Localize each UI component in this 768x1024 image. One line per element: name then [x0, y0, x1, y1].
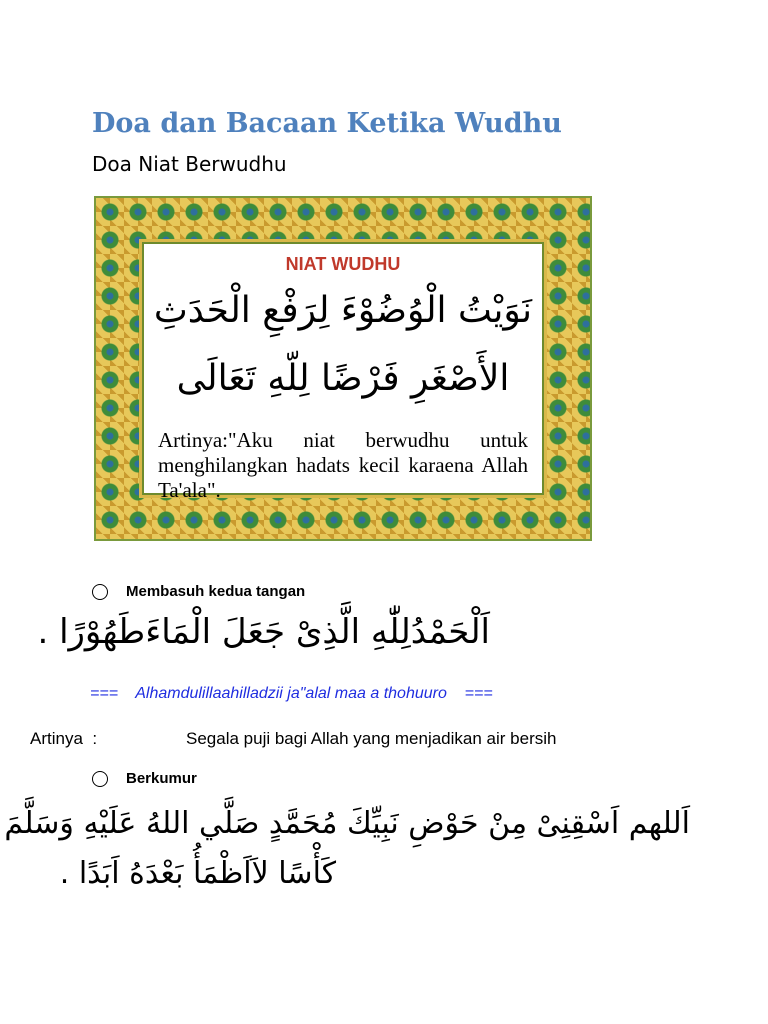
- card-arabic-line-2: الأَصْغَرِ فَرْضًا لِلّهِ تَعَالَى: [176, 358, 510, 399]
- arabic-doa-berkumur-line-1: اَللهم اَسْقِنِىْ مِنْ حَوْضِ نَبِيِّكَ مُحَمَّدٍ صَلَّي اللهُ عَلَيْهِ وَسَلَّمَ: [4, 806, 690, 841]
- arabic-doa-berkumur-line-2: كَأْسًا لاَاَظْمَأُ بَعْدَهُ اَبَدًا .: [59, 856, 336, 891]
- card-arabic-line-1: نَوَيْتُ الْوُضُوْءَ لِرَفْعِ الْحَدَثِ: [153, 290, 532, 331]
- card-heading: NIAT WUDHU: [285, 254, 401, 274]
- niat-wudhu-card: [94, 196, 592, 541]
- card-inner-panel: [142, 242, 544, 503]
- section-subtitle: Doa Niat Berwudhu: [92, 152, 287, 176]
- circle-bullet-icon: [92, 584, 108, 600]
- page-title: Doa dan Bacaan Ketika Wudhu: [92, 108, 562, 139]
- step-label-membasuh: Membasuh kedua tangan: [126, 583, 306, 600]
- transliteration-text: === Alhamdulillaahilladzii ja"alal maa a thohuuro ===: [90, 685, 493, 702]
- arabic-doa-membasuh: اَلْحَمْدُلِلّٰهِ الَّذِىْ جَعَلَ الْمَاءَطَهُوْرًا .: [37, 612, 490, 652]
- artinya-label: Artinya :: [30, 729, 98, 748]
- circle-bullet-icon: [92, 771, 108, 787]
- step-label-berkumur: Berkumur: [126, 770, 197, 787]
- artinya-text: Segala puji bagi Allah yang menjadikan air bersih: [186, 729, 557, 748]
- card-meaning-text: Artinya:"Aku niat berwudhu untuk menghilangkan hadats kecil karaena Allah Ta'ala".: [158, 428, 528, 503]
